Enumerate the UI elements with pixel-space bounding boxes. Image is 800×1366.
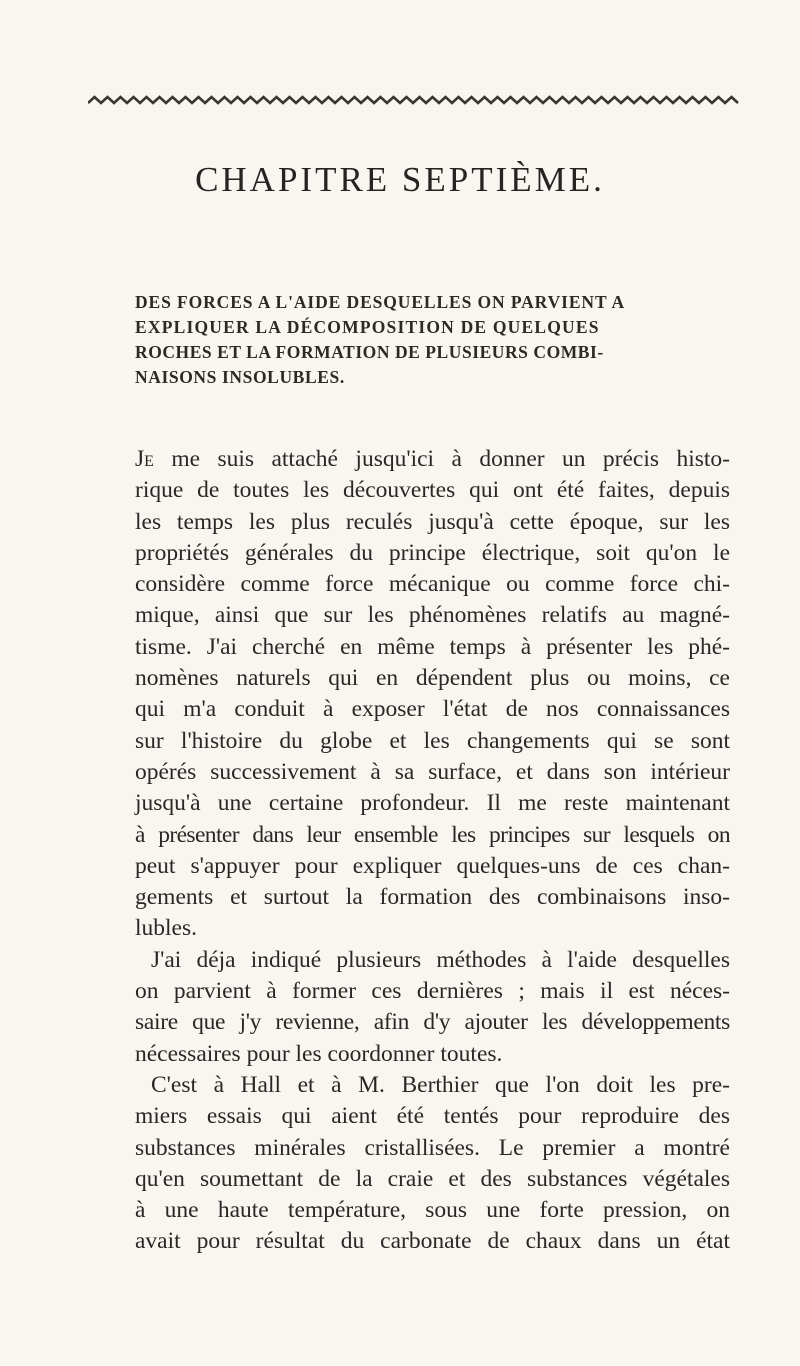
text-line: J'ai déja indiqué plusieurs méthodes à l'aide desquelles <box>151 946 730 973</box>
text-line: à une haute température, sous une forte pression, on <box>135 1197 730 1224</box>
text-line: considère comme force mécanique ou comme force chi- <box>135 571 730 598</box>
text-line: opérés successivement à sa surface, et dans son intérieur <box>135 758 730 785</box>
text-line: qu'en soumettant de la craie et des substances végétales <box>135 1165 730 1192</box>
text-line: jusqu'à une certaine profondeur. Il me reste maintenant <box>135 790 730 817</box>
text-line <box>135 444 730 475</box>
body-text <box>135 444 730 1258</box>
text-line: peut s'appuyer pour expliquer quelques-uns de ces chan- <box>135 852 730 879</box>
text-line: avait pour résultat du carbonate de chaux dans un état <box>135 1228 730 1255</box>
text-line: saire que j'y revienne, afin d'y ajouter les développements <box>135 1009 730 1036</box>
heading-line: ROCHES ET LA FORMATION DE PLUSIEURS COMBI- <box>135 342 604 362</box>
heading-line: EXPLIQUER LA DÉCOMPOSITION DE QUELQUES <box>135 317 600 337</box>
text-line: nécessaires pour les coordonner toutes. <box>135 1040 503 1067</box>
text-line: mique, ainsi que sur les phénomènes relatifs au magné- <box>135 602 730 629</box>
text-line: gements et surtout la formation des combinaisons inso- <box>135 884 730 911</box>
text-line: qui m'a conduit à exposer l'état de nos connaissances <box>135 696 730 723</box>
text-line: les temps les plus reculés jusqu'à cette époque, sur les <box>135 508 730 535</box>
text-line: substances minérales cristallisées. Le premier a montré <box>135 1134 730 1161</box>
heading-line: DES FORCES A L'AIDE DESQUELLES ON PARVIENT A <box>135 292 626 312</box>
text-line: rique de toutes les découvertes qui ont été faites, depuis <box>135 477 730 504</box>
chapter-subtitle <box>135 290 735 390</box>
text-line: sur l'histoire du globe et les changements qui se sont <box>135 727 730 754</box>
chapter-title: CHAPITRE SEPTIÈME. <box>195 160 605 199</box>
text-line: on parvient à former ces dernières ; mais il est néces- <box>135 978 730 1005</box>
text-line: propriétés générales du principe électrique, soit qu'on le <box>135 539 730 566</box>
heading-line: NAISONS INSOLUBLES. <box>135 367 345 387</box>
drop-word: Je <box>135 446 154 472</box>
text-line: lubles. <box>135 915 198 942</box>
text-line: C'est à Hall et à M. Berthier que l'on doit les pre- <box>151 1071 730 1098</box>
text-line: à présenter dans leur ensemble les principes sur lesquels on <box>135 821 730 848</box>
text-line: tisme. J'ai cherché en même temps à présenter les phé- <box>135 633 730 660</box>
text-line: nomènes naturels qui en dépendent plus ou moins, ce <box>135 665 730 692</box>
text-line-content: me suis attaché jusqu'ici à donner un précis histo- <box>153 446 730 472</box>
text-line: miers essais qui aient été tentés pour reproduire des <box>135 1103 730 1130</box>
decorative-rule-ornament <box>88 94 740 106</box>
